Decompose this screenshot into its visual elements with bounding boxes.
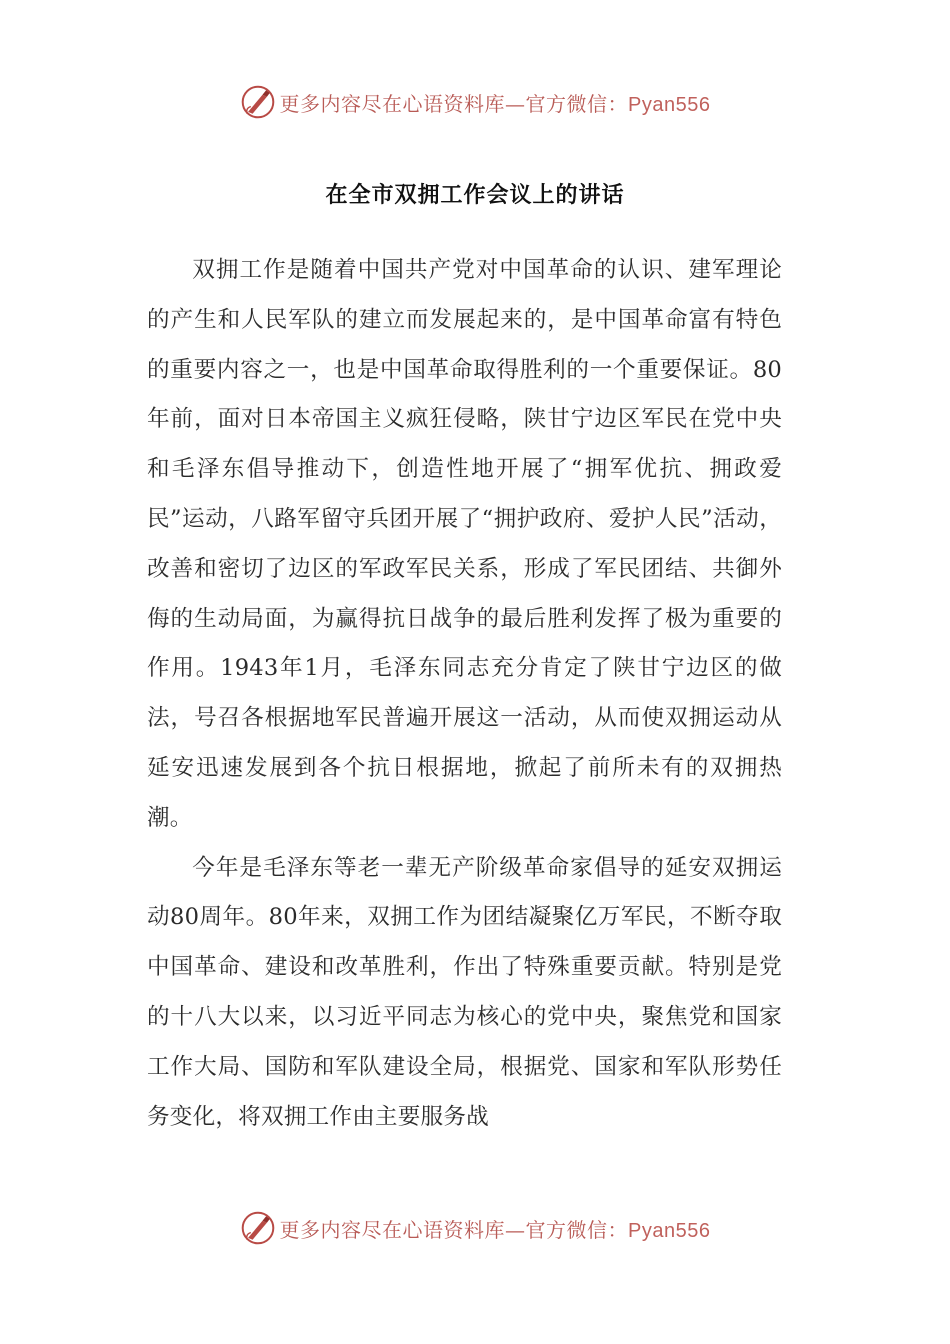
banner-slogan: 更多内容尽在心语资料库—官方微信：Pyan556 (279, 91, 711, 116)
banner-slogan: 更多内容尽在心语资料库—官方微信：Pyan556 (279, 1217, 711, 1242)
pen-logo-icon (240, 1210, 276, 1246)
wechat-id: Pyan556 (628, 1219, 711, 1242)
wechat-id: Pyan556 (628, 93, 711, 116)
document-body (147, 246, 782, 1142)
paragraph: 双拥工作是随着中国共产党对中国革命的认识、建军理论的产生和人民军队的建立而发展起来的，是中国革命富有特色的重要内容之一，也是中国革命取得胜利的一个重要保证。80年前，面对日本帝国主义疯狂侵略，陕甘宁边区军民在党中央和毛泽东倡导推动下，创造性地开展了“拥军优抗、拥政爱民”运动，八路军留守兵团开展了“拥护政府、爱护人民”活动，改善和密切了边区的军政军民关系，形成了军民团结、共御外侮的生动局面，为赢得抗日战争的最后胜利发挥了极为重要的作用。1943年1月，毛泽东同志充分肯定了陕甘宁边区的做法，号召各根据地军民普遍开展这一活动，从而使双拥运动从延安迅速发展到各个抗日根据地，掀起了前所未有的双拥热潮。 (147, 257, 782, 831)
header-banner (0, 82, 950, 122)
document-title: 在全市双拥工作会议上的讲话 (325, 183, 625, 208)
pen-logo-icon (240, 84, 276, 120)
paragraph: 今年是毛泽东等老一辈无产阶级革命家倡导的延安双拥运动80周年。80年来，双拥工作为团结凝聚亿万军民，不断夺取中国革命、建设和改革胜利，作出了特殊重要贡献。特别是党的十八大以来，以习近平同志为核心的党中央，聚焦党和国家工作大局、国防和军队建设全局，根据党、国家和军队形势任务变化，将双拥工作由主要服务战 (147, 854, 782, 1130)
footer-banner (0, 1208, 950, 1248)
